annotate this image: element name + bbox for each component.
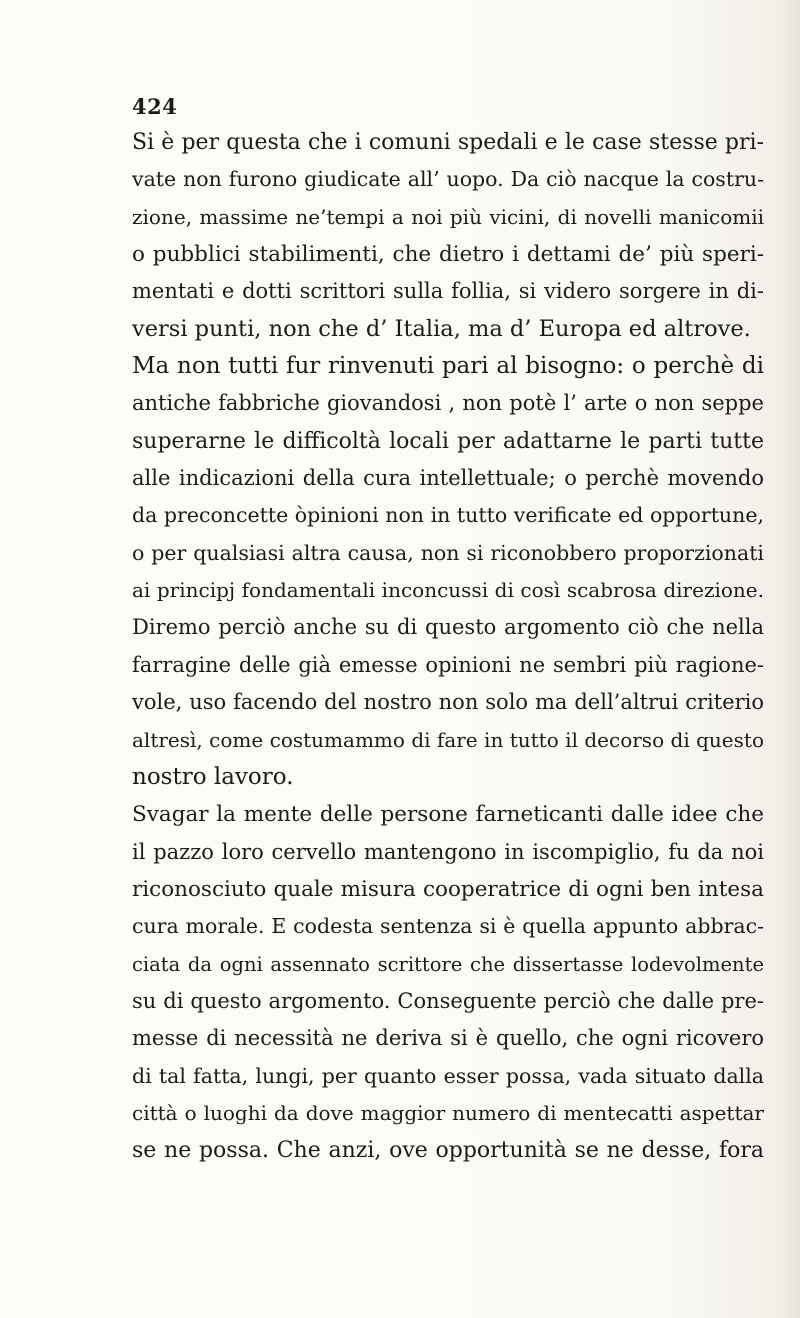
- text-line: messe di necessità ne deriva si è quello, che ogni ricovero: [132, 1026, 764, 1051]
- text-line: vate non furono giudicate all’ uopo. Da ciò nacque la costru-: [132, 167, 764, 192]
- text-line: Svagar la mente delle persone farneticanti dalle idee che: [132, 802, 764, 828]
- text-line: altresì, come costumammo di fare in tutto il decorso di questo: [132, 727, 764, 752]
- body-text: [132, 124, 764, 1170]
- text-line: Diremo perciò anche su di questo argomento ciò che nella: [132, 615, 764, 640]
- text-line: ai principj fondamentali inconcussi di così scabrosa direzione.: [132, 578, 764, 603]
- text-line: Si è per questa che i comuni spedali e le case stesse pri-: [132, 130, 764, 155]
- text-line: ciata da ogni assennato scrittore che dissertasse lodevolmente: [132, 952, 764, 976]
- text-line: se ne possa. Che anzi, ove opportunità se ne desse, fora: [132, 1138, 764, 1164]
- text-line: superarne le difficoltà locali per adattarne le parti tutte: [132, 428, 764, 454]
- text-line: mentati e dotti scrittori sulla follia, si videro sorgere in di-: [132, 279, 764, 304]
- page-number: 424: [132, 94, 178, 119]
- text-line: riconosciuto quale misura cooperatrice di ogni ben intesa: [132, 876, 764, 902]
- text-line: da preconcette òpinioni non in tutto verificate ed opportune,: [132, 503, 764, 528]
- text-line: alle indicazioni della cura intellettuale; o perchè movendo: [132, 466, 764, 491]
- text-line: versi punti, non che d’ Italia, ma d’ Europa ed altrove.: [132, 315, 751, 342]
- text-line: città o luoghi da dove maggior numero di mentecatti aspettar: [132, 1100, 764, 1125]
- text-line: cura morale. E codesta sentenza si è quella appunto abbrac-: [132, 914, 764, 939]
- text-line: vole, uso facendo del nostro non solo ma dell’altrui criterio: [132, 690, 764, 715]
- text-line: il pazzo loro cervello mantengono in iscompiglio, fu da noi: [132, 839, 764, 864]
- text-line: Ma non tutti fur rinvenuti pari al bisogno: o perchè di: [132, 353, 764, 380]
- text-line: di tal fatta, lungi, per quanto esser possa, vada situato dalla: [132, 1063, 764, 1088]
- text-line: su di questo argomento. Conseguente perciò che dalle pre-: [132, 988, 764, 1013]
- text-line: o per qualsiasi altra causa, non si riconobbero proporzionati: [132, 540, 764, 565]
- text-line: antiche fabbriche giovandosi , non potè l’ arte o non seppe: [132, 391, 764, 416]
- text-line: nostro lavoro.: [132, 763, 294, 790]
- text-line: zione, massime ne’tempi a noi più vicini, di novelli manicomii: [132, 204, 764, 229]
- text-line: farragine delle già emesse opinioni ne sembri più ragione-: [132, 652, 764, 677]
- text-line: o pubblici stabilimenti, che dietro i dettami de’ più speri-: [132, 242, 764, 268]
